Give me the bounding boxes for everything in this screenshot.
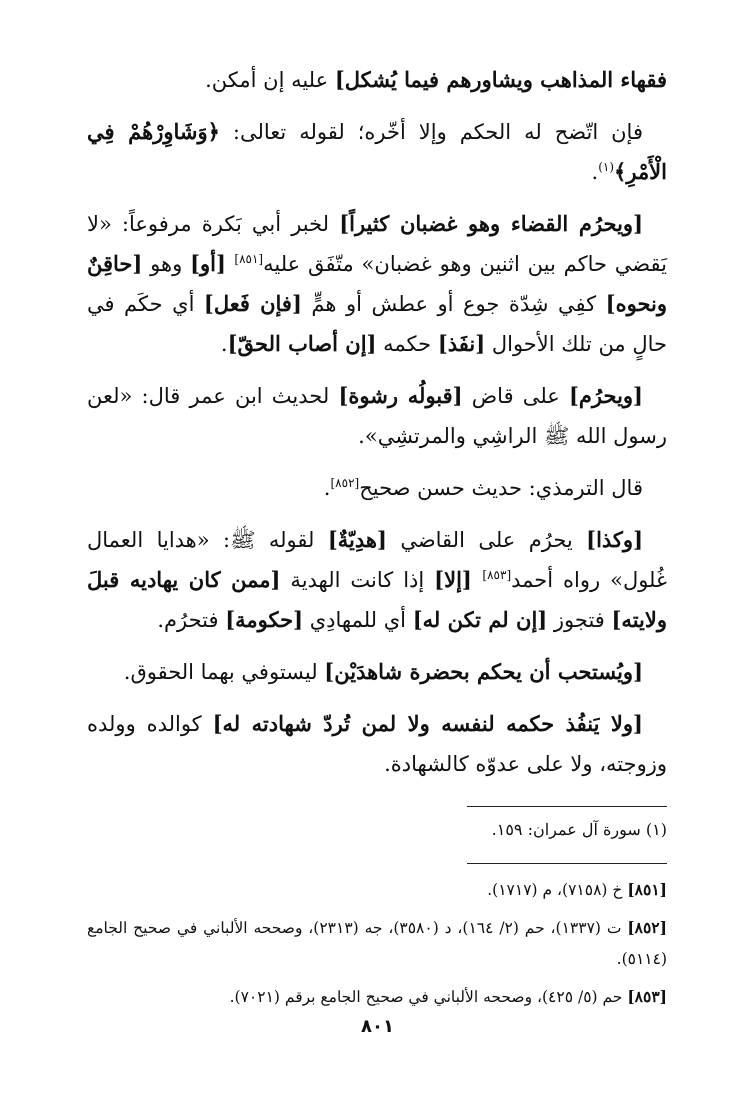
reference-text: حم (٥/ ٤٢٥)، وصححه الألباني في صحيح الجامع برقم (٧٠٢١).	[229, 988, 628, 1006]
bold-text: [قبولُه رشوة]	[338, 383, 463, 408]
bold-text: [فإن فَعل]	[203, 291, 302, 316]
bold-text: [حكومة]	[225, 607, 304, 632]
bold-text: [نفَذ]	[437, 331, 486, 356]
bold-text: فقهاء المذاهب ويشاورهم فيما يُشكل]	[334, 67, 667, 92]
body-text: وهو	[142, 252, 191, 276]
paragraph-3	[87, 204, 667, 364]
footnote-marker[interactable]: (١)	[598, 160, 615, 174]
references-divider	[467, 863, 667, 864]
bold-text: [ويحرُم]	[568, 383, 643, 408]
reference-tag: [٨٥٢]	[627, 918, 667, 937]
body-text: .	[591, 160, 599, 184]
body-text: عليه إن أمكن.	[205, 68, 335, 92]
reference-tag: [٨٥١]	[627, 880, 667, 899]
body-text: لحديث ابن عمر قال: «لعن رسول الله ﷺ الراشِي والمرتشِي».	[87, 384, 667, 448]
paragraph-4	[87, 376, 667, 456]
body-text: فإن اتّضح له الحكم وإلا أخّره؛ لقوله تعالى:	[219, 120, 643, 144]
paragraph-8	[87, 704, 667, 784]
bold-text: [ويحرُم القضاء وهو غضبان كثيراً]	[339, 211, 644, 236]
reference-tag: [٨٥٣]	[627, 987, 667, 1006]
reference-text: خ (٧١٥٨)، م (١٧١٧).	[487, 881, 628, 899]
bold-text: [ويُستحب أن يحكم بحضرة شاهدَيْن]	[324, 659, 643, 684]
page-number: ٨٠١	[361, 1016, 394, 1037]
bold-text: [إلا]	[434, 567, 483, 592]
reference-entry	[87, 874, 667, 906]
bold-text: [هدِيّةٌ]	[327, 527, 387, 552]
body-text: كفِي شِدّة جوع أو عطش أو همٍّ	[301, 292, 606, 316]
bold-text: [وكذا]	[586, 527, 644, 552]
reference-marker[interactable]: [٨٥١]	[234, 252, 264, 266]
body-text: حكمه	[376, 332, 438, 356]
reference-marker[interactable]: [٨٥٢]	[330, 476, 360, 490]
paragraph-5	[87, 468, 667, 508]
body-text: أي للمهادِي	[303, 608, 413, 632]
paragraph-1	[87, 60, 667, 100]
bold-text: [ممن كان يهاديه قبلَ ولايته]	[87, 567, 667, 632]
body-text: إذا كانت الهدية	[280, 568, 435, 592]
body-text: فتحرُم.	[157, 608, 226, 632]
reference-entry	[87, 981, 667, 1013]
bold-text: [ولا يَنفُذ حكمه لنفسه ولا لمن تُردّ شهادته له]	[212, 711, 643, 736]
paragraph-6	[87, 520, 667, 640]
paragraph-7	[87, 652, 667, 692]
body-text: .	[323, 476, 331, 500]
footnote: (١) سورة آل عمران: ١٥٩.	[491, 820, 667, 839]
quran-verse: ﴿وَشَاوِرْهُمْ فِي الْأَمْرِ﴾	[87, 119, 667, 184]
bold-text: [إن أصاب الحقّ]	[227, 331, 377, 356]
body-text: على قاض	[462, 384, 569, 408]
body-text: لخبر أبي بَكرة مرفوعاً: «لا يَقضي حاكم بين اثنين وهو غضبان» متّفَق عليه	[87, 212, 667, 276]
paragraph-2	[87, 112, 667, 192]
footnote-divider	[467, 806, 667, 807]
reference-marker[interactable]: [٨٥٣]	[482, 568, 512, 582]
body-text: لقوله ﷺ: «هدايا العمال غُلول» رواه أحمد	[87, 528, 667, 592]
page-body	[87, 60, 667, 1019]
reference-entry	[87, 912, 667, 975]
body-text: قال الترمذي: حديث حسن صحيح	[359, 476, 643, 500]
body-text: أي حكَم في حالٍ من تلك الأحوال	[87, 292, 667, 356]
body-text: كوالده وولده وزوجته، ولا على عدوّه كالشهادة.	[87, 712, 667, 776]
bold-text: [أو]	[190, 251, 235, 276]
body-text: ليستوفي بهما الحقوق.	[123, 660, 325, 684]
bold-text: [إن لم تكن له]	[412, 607, 548, 632]
bold-text: [حاقِنٌ ونحوه]	[87, 251, 667, 316]
body-text: .	[220, 332, 228, 356]
reference-text: ت (١٣٣٧)، حم (٢/ ١٦٤)، د (٣٥٨٠)، جه (٢٣١٣)، وصححه الألباني في صحيح الجامع (٥١١٤).	[87, 919, 667, 968]
body-text: فتجوز	[547, 608, 612, 632]
body-text: يحرُم على القاضي	[386, 528, 587, 552]
